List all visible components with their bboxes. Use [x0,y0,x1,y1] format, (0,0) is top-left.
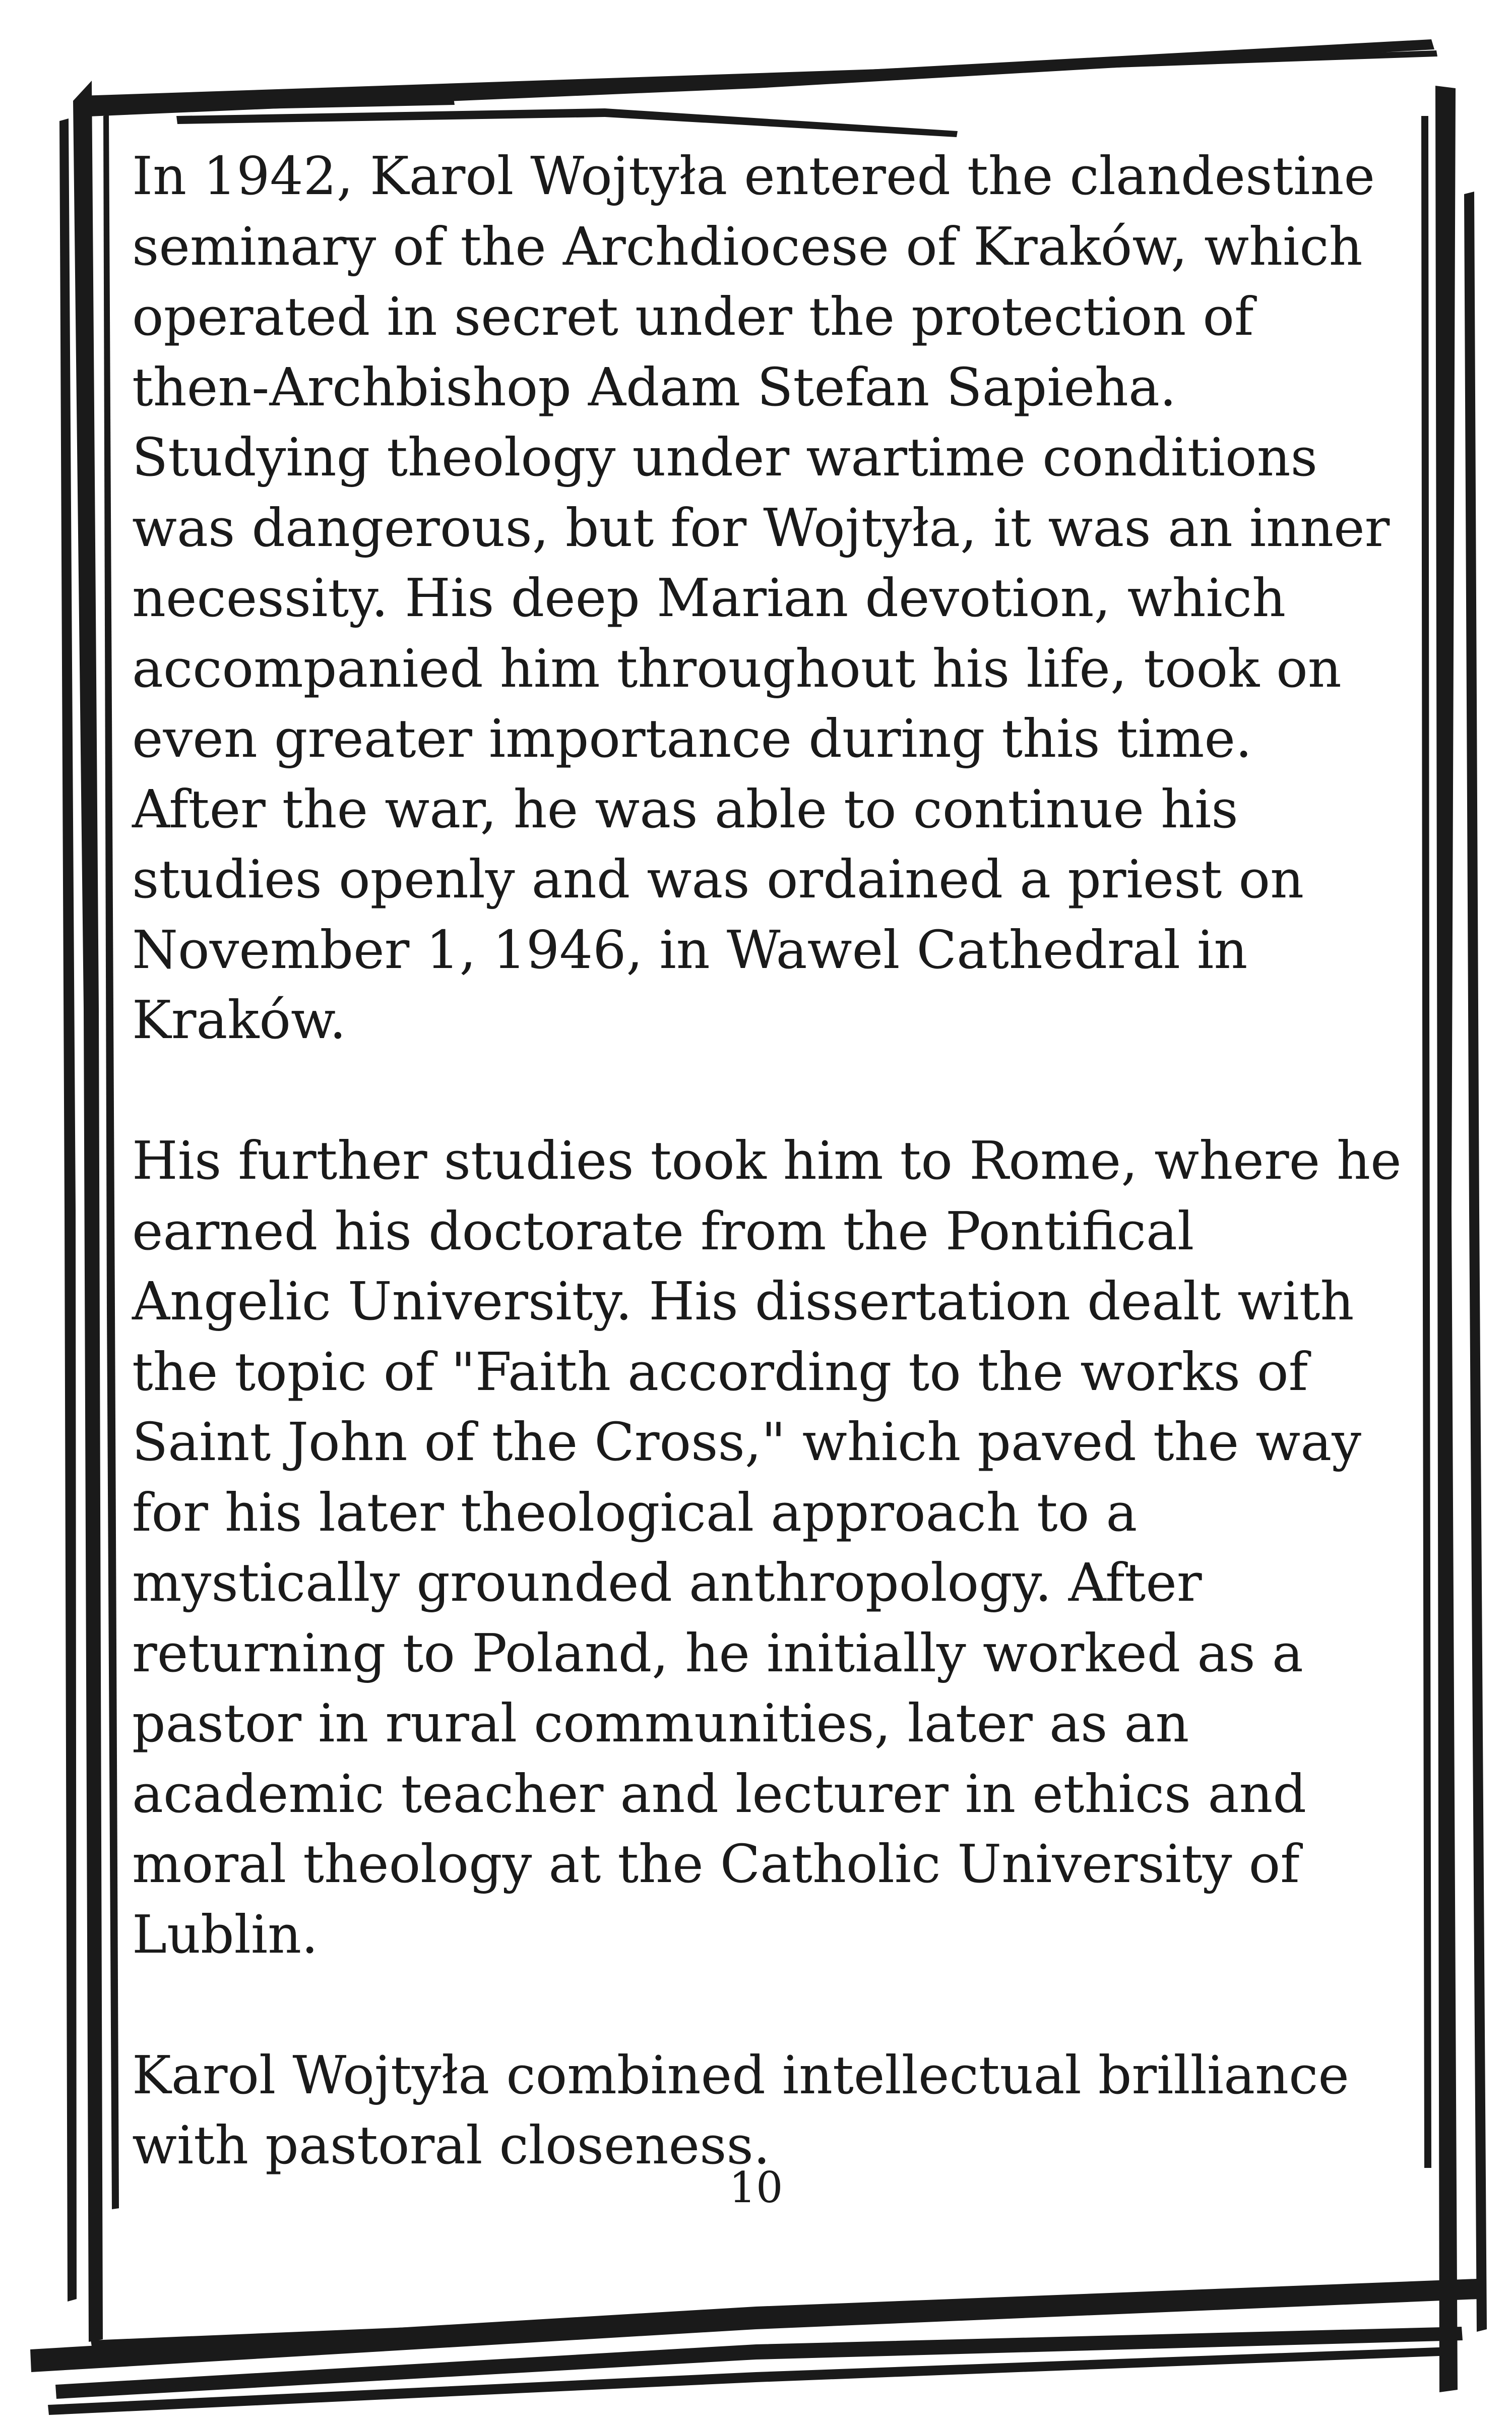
page-number: 10 [729,2163,783,2212]
frame-top-stroke [76,39,1434,117]
frame-left-stroke-3 [103,115,119,2209]
body-text [132,141,1402,2251]
frame-left-stroke-2 [59,118,77,2302]
paragraph-1: In 1942, Karol Wojtyła entered the clandestine seminary of the Archdiocese of Kraków, which operated in secret under the protection of then-Archbishop Adam Stefan Sapieha. Studying theology under wartime conditions was dangerous, but for Wojtyła, it was an inner necessity. His deep Marian devotion, which accompanied him throughout his life, took on even greater importance during this time. After the war, he was able to continue his studies openly and was ordained a priest on November 1, 1946, in Wawel Cathedral in Kraków. [132,145,1390,1051]
frame-top-short-stroke [111,98,455,112]
frame-bottom-stroke-3 [48,2347,1453,2415]
paragraph-2: His further studies took him to Rome, where he earned his doctorate from the Pontifical Angelic University. His dissertation dealt with the topic of "Faith according to the works of Saint John of the Cross," which paved the way for his later theological approach to a mystically grounded anthropology. After returning to Poland, he initially worked as a pastor in rural communities, later as an academic teacher and lecturer in ethics and moral theology at the Catholic University of Lublin. [132,1130,1402,1965]
frame-bottom-stroke-2 [55,2327,1463,2399]
frame-left-stroke [73,81,103,2342]
frame-top-stroke-thin [81,50,1437,103]
frame-right-stroke [1435,86,1458,2392]
frame-right-stroke-2 [1464,192,1487,2332]
frame-bottom-stroke [30,2279,1479,2372]
frame-bottom-stroke-4 [91,2319,606,2346]
frame-right-stroke-3 [1421,116,1431,2168]
paragraph-3: Karol Wojtyła combined intellectual brilliance with pastoral closeness. [132,2044,1349,2176]
frame-top-inner-stroke [176,108,958,137]
